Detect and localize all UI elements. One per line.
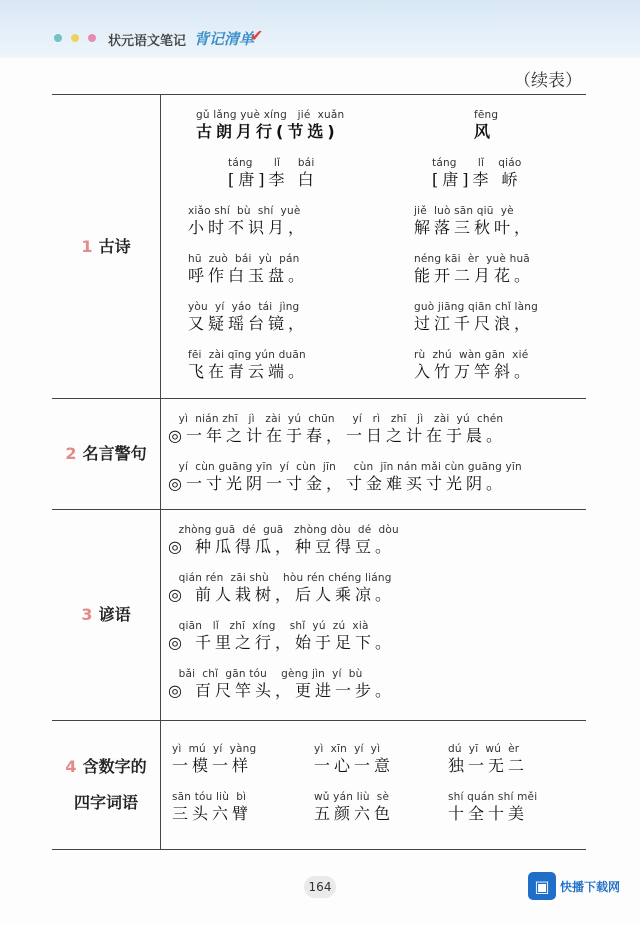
saying-line: yì nián zhī jì zài yú chūn yí rì zhī jì zài yú chén ◎一年之计在于春，一日之计在于晨。 — [168, 413, 506, 445]
table-row — [52, 95, 586, 399]
brand-title: 状元语文笔记 — [108, 34, 187, 49]
poem-line: jiě luò sān qiū yè 解落三秋叶， — [414, 205, 535, 237]
category-label: 2 名言警句 — [65, 444, 147, 463]
poem-line: néng kāi èr yuè huā 能开二月花。 — [414, 253, 535, 285]
watermark — [528, 872, 620, 900]
category-cell — [52, 510, 161, 720]
poem-line: xiǎo shí bù shí yuè 小时不识月， — [188, 205, 309, 237]
sub-logo: 背记清单 — [194, 30, 255, 48]
proverb-line: bǎi chǐ gān tóu gèng jìn yí bù ◎ 百尺竿头，更进一步。 — [168, 668, 396, 700]
category-label: 1 古诗 — [81, 236, 131, 256]
saying-line: yí cùn guāng yīn yí cùn jīn cùn jīn nán mǎi cùn guāng yīn ◎一寸光阴一寸金，寸金难买寸光阴。 — [168, 461, 522, 493]
page-number: 164 — [0, 876, 640, 898]
cube-icon: ▣ — [528, 872, 556, 900]
header-dots — [54, 34, 96, 42]
table-row — [52, 721, 586, 850]
category-cell — [52, 399, 161, 509]
poem-line: hū zuò bái yù pán 呼作白玉盘。 — [188, 253, 309, 285]
check-icon: ✔ — [250, 26, 264, 45]
poem-line: rù zhú wàn gān xié 入竹万竿斜。 — [414, 349, 535, 381]
category-label: 四字词语 — [73, 793, 138, 812]
proverb-line: zhòng guā dé guā zhòng dòu dé dòu ◎ 种瓜得瓜，种豆得豆。 — [168, 524, 399, 556]
category-label: 3 谚语 — [81, 605, 131, 624]
idiom: sān tóu liù bì 三头六臂 — [172, 791, 253, 823]
proverb-line: qián rén zāi shù hòu rén chéng liáng ◎ 前人栽树，后人乘凉。 — [168, 572, 396, 604]
poem-author: táng lǐ bái [唐]李 白 — [228, 157, 318, 189]
dot-icon — [71, 34, 79, 42]
idiom: wǔ yán liù sè 五颜六色 — [314, 791, 395, 823]
category-cell — [52, 721, 161, 849]
poem-line: fēi zài qīng yún duān 飞在青云端。 — [188, 349, 309, 381]
idiom: yì mú yí yàng 一模一样 — [172, 743, 257, 775]
idiom: shí quán shí měi 十全十美 — [448, 791, 538, 823]
poem-line: yòu yí yáo tái jìng 又疑瑶台镜， — [188, 301, 309, 333]
page-header — [0, 0, 640, 58]
idiom: yì xīn yí yì 一心一意 — [314, 743, 395, 775]
category-cell — [52, 95, 161, 398]
category-label: 4 含数字的 — [65, 757, 147, 776]
watermark-text: 快播下载网 — [560, 879, 621, 894]
poem-title: gǔ lǎng yuè xíng jié xuǎn 古朗月行(节选) — [196, 109, 345, 141]
study-table — [52, 94, 586, 850]
proverb-line: qiān lǐ zhī xíng shǐ yú zú xià ◎ 千里之行，始于足下。 — [168, 620, 396, 652]
table-row — [52, 399, 586, 510]
table-row — [52, 510, 586, 721]
poem-title: fēng 风 — [474, 109, 499, 141]
poem-line: guò jiāng qiān chǐ làng 过江千尺浪， — [414, 301, 538, 333]
dot-icon — [88, 34, 96, 42]
poem-author: táng lǐ qiáo [唐]李 峤 — [432, 157, 522, 189]
continued-label: （续表） — [514, 71, 582, 91]
idiom: dú yī wú èr 独一无二 — [448, 743, 529, 775]
dot-icon — [54, 34, 62, 42]
